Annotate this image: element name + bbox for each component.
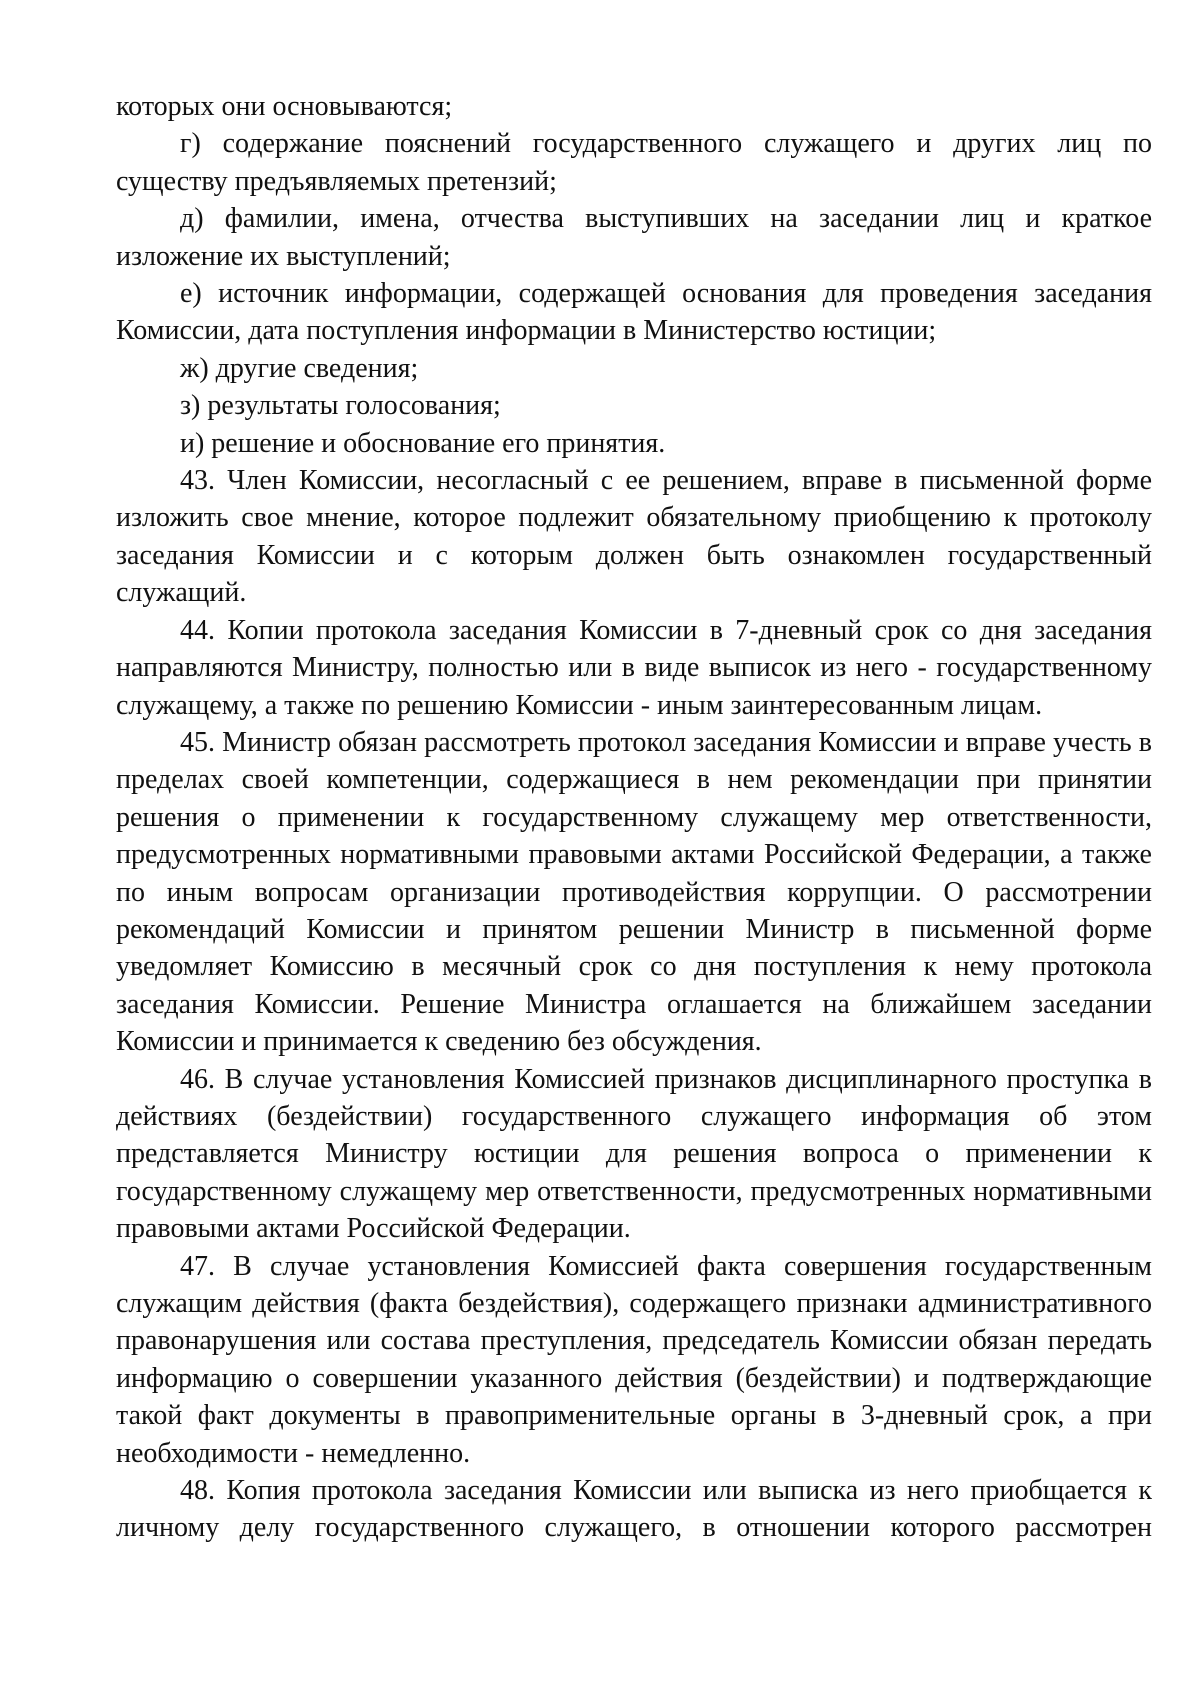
paragraph-continuation: которых они основываются; <box>116 91 453 122</box>
paragraph-47: 47. В случае установления Комиссией факта совершения государственным служащим действия (факта бездействия), содержащего признаки административного правонарушения или состава преступления, председатель Комиссии обязан передать информацию о совершении указанного действия (бездействии) и подтверждающие такой факт документы в правоприменительные органы в 3-дневный срок, а при необходимости - немедленно. <box>116 1250 1152 1469</box>
paragraph-item-z: з) результаты голосования; <box>180 390 501 422</box>
paragraph-item-d: д) фамилии, имена, отчества выступивших на заседании лиц и краткое изложение их выступлений; <box>116 203 1152 272</box>
paragraph-46: 46. В случае установления Комиссией признаков дисциплинарного проступка в действиях (бездействии) государственного служащего информация об этом представляется Министру юстиции для решения вопроса о применении к государственному служащему мер ответственности, предусмотренных нормативными правовыми актами Российской Федерации. <box>116 1063 1152 1245</box>
paragraph-45: 45. Министр обязан рассмотреть протокол заседания Комиссии и вправе учесть в пределах своей компетенции, содержащиеся в нем рекомендации при принятии решения о применении к государственному служащему мер ответственности, предусмотренных нормативными правовыми актами Российской Федерации, а также по иным вопросам организации противодействия коррупции. О рассмотрении рекомендаций Комиссии и принятом решении Министр в письменной форме уведомляет Комиссию в месячный срок со дня поступления к нему протокола заседания Комиссии. Решение Министра оглашается на ближайшем заседании Комиссии и принимается к сведению без обсуждения. <box>116 726 1152 1058</box>
paragraph-48: 48. Копия протокола заседания Комиссии или выписка из него приобщается к личному делу государственного служащего, в отношении которого рассмотрен <box>116 1475 1152 1544</box>
paragraph-43: 43. Член Комиссии, несогласный с ее решением, вправе в письменной форме изложить свое мнение, которое подлежит обязательному приобщению к протоколу заседания Комиссии и с которым должен быть ознакомлен государственный служащий. <box>116 465 1152 609</box>
paragraph-item-i: и) решение и обоснование его принятия. <box>180 427 666 459</box>
paragraph-44: 44. Копии протокола заседания Комиссии в 7-дневный срок со дня заседания направляются Министру, полностью или в виде выписок из него - государственному служащему, а также по решению Комиссии - иным заинтересованным лицам. <box>116 614 1152 721</box>
paragraph-item-e: е) источник информации, содержащей основания для проведения заседания Комиссии, дата поступления информации в Министерство юстиции; <box>116 278 1152 347</box>
paragraph-item-g: г) содержание пояснений государственного служащего и других лиц по существу предъявляемых претензий; <box>116 128 1152 197</box>
document-page <box>116 88 1152 1547</box>
paragraph-item-zh: ж) другие сведения; <box>180 352 419 384</box>
